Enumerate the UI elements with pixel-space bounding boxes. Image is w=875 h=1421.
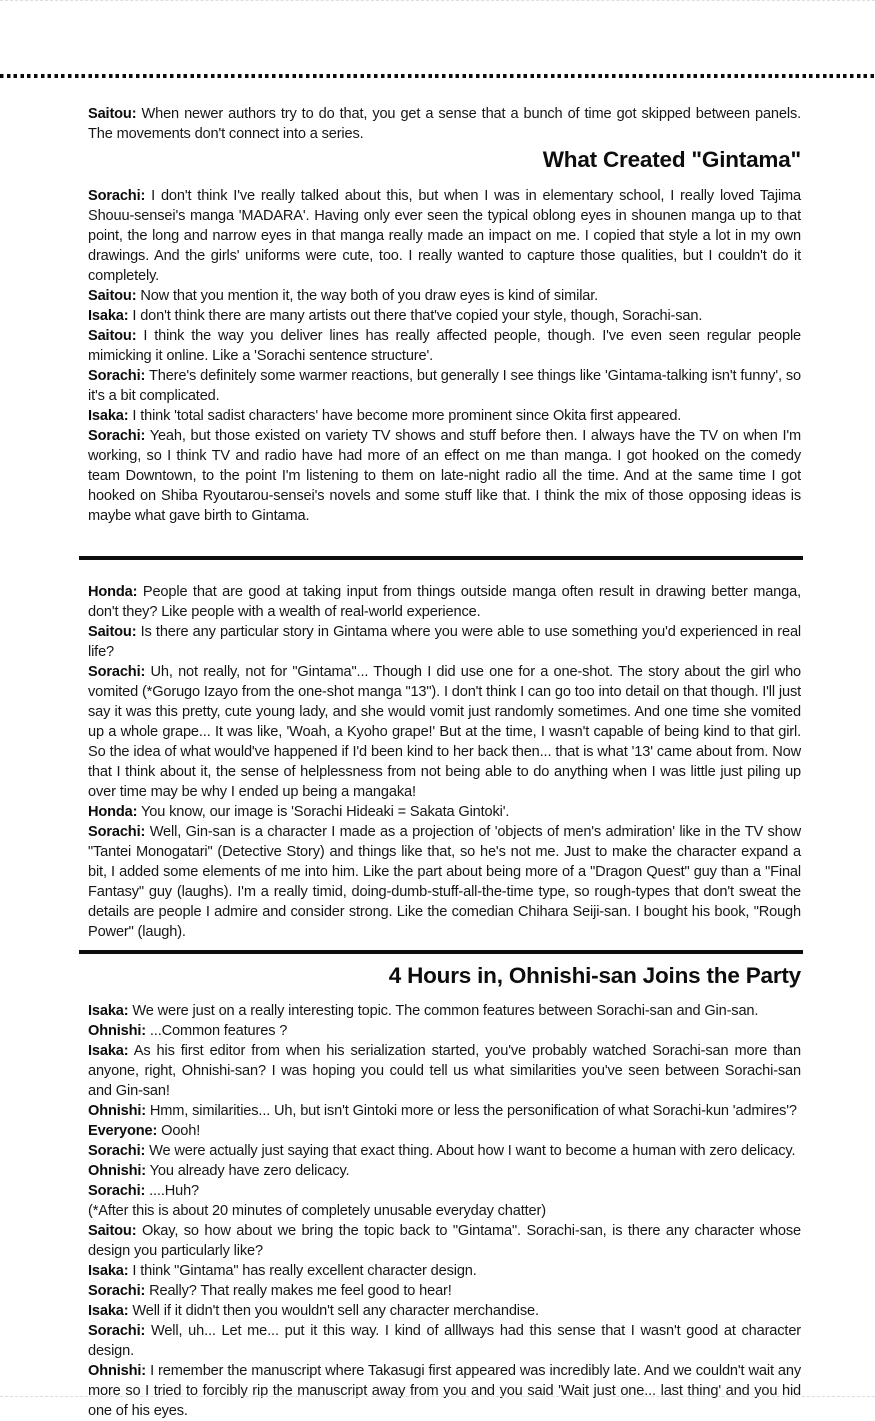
dialogue-text: I remember the manuscript where Takasugi first appeared was incredibly late. And we couldn't wait any more so I tried to forcibly rip the manuscript away from you and you said 'Wait just one... last thing' and you hid one of his eyes. xyxy=(88,1363,801,1419)
dialogue-text: We were just on a really interesting topic. The common features between Sorachi-san and Gin-san. xyxy=(132,1003,759,1019)
speaker-name: Ohnishi: xyxy=(88,1363,146,1379)
dialogue-text: You already have zero delicacy. xyxy=(149,1163,350,1179)
dialogue-line xyxy=(88,406,801,426)
speaker-name: Isaka: xyxy=(88,308,129,324)
dialogue-line xyxy=(88,326,801,366)
speaker-name: Sorachi: xyxy=(88,824,146,840)
dialogue-line xyxy=(88,582,801,622)
dialogue-line xyxy=(88,1101,801,1121)
dialogue-line xyxy=(88,306,801,326)
speaker-name: Honda: xyxy=(88,584,138,600)
dialogue-line xyxy=(88,186,801,286)
section-heading: What Created "Gintama" xyxy=(542,147,801,172)
dialogue-line xyxy=(88,1121,801,1141)
transcript-content xyxy=(88,104,801,1421)
dialogue-line xyxy=(88,1321,801,1361)
dialogue-line xyxy=(88,822,801,942)
dialogue-text: Oooh! xyxy=(161,1123,201,1139)
speaker-name: Sorachi: xyxy=(88,1283,146,1299)
dialogue-line xyxy=(88,1261,801,1281)
dialogue-text: I think "Gintama" has really excellent character design. xyxy=(132,1263,477,1279)
section-divider xyxy=(79,950,803,954)
dialogue-line xyxy=(88,1041,801,1101)
dialogue-text: Really? That really makes me feel good to hear! xyxy=(149,1283,452,1299)
section-heading: 4 Hours in, Ohnishi-san Joins the Party xyxy=(388,963,801,988)
page-bottom-edge-divider xyxy=(0,1396,875,1397)
dialogue-text: Hmm, similarities... Uh, but isn't Gintoki more or less the personification of what Sorachi-kun 'admires'? xyxy=(149,1103,797,1119)
speaker-name: Saitou: xyxy=(88,288,137,304)
dialogue-text: We were actually just saying that exact thing. About how I want to become a human with zero delicacy. xyxy=(149,1143,796,1159)
dialogue-text: As his first editor from when his serialization started, you've probably watched Sorachi-san more than anyone, right, Ohnishi-san? I was hoping you could tell us what similarities you've seen between Sorachi-san and Gin-san! xyxy=(88,1043,801,1099)
dialogue-line xyxy=(88,366,801,406)
dialogue-line xyxy=(88,622,801,662)
dialogue-block xyxy=(88,104,801,144)
dialogue-text: I don't think I've really talked about this, but when I was in elementary school, I really loved Tajima Shouu-sensei's manga 'MADARA'. Having only ever seen the typical oblong eyes in shounen manga up to that point, the long and narrow eyes in that manga really made an impact on me. I copied that style a lot in my own drawings. And the girls' uniforms were cute, too. I really wanted to capture those qualities, but I couldn't do it completely. xyxy=(88,188,802,284)
speaker-name: Isaka: xyxy=(88,1303,129,1319)
speaker-name: Honda: xyxy=(88,804,138,820)
dialogue-text: Well, Gin-san is a character I made as a projection of 'objects of men's admiration' like in the TV show "Tantei Monogatari" (Detective Story) and things like that, so he's not me. Just to make the character expand a bit, I added some elements of me into him. Like the part about being more of a "Dragon Quest" guy than a "Final Fantasy" guy (laughs). I'm a really timid, doing-dumb-stuff-all-the-time type, so rough-types that don't sweat the details are people I admire and consider strong. Like the comedian Chihara Seiji-san. I bought his book, "Rough Power" (laugh). xyxy=(88,824,801,940)
dialogue-text: People that are good at taking input from things outside manga often result in drawing better manga, don't they? Like people with a wealth of real-world experience. xyxy=(88,584,801,620)
speaker-name: Sorachi: xyxy=(88,1143,146,1159)
dialogue-line xyxy=(88,1361,801,1421)
speaker-name: Isaka: xyxy=(88,1003,129,1019)
dialogue-text: Well, uh... Let me... put it this way. I kind of alllways had this sense that I wasn't good at character design. xyxy=(88,1323,801,1359)
speaker-name: Saitou: xyxy=(88,106,137,122)
dialogue-line xyxy=(88,662,801,802)
speaker-name: Isaka: xyxy=(88,1263,129,1279)
dialogue-line xyxy=(88,286,801,306)
speaker-name: Ohnishi: xyxy=(88,1023,146,1039)
dialogue-text: Okay, so how about we bring the topic back to "Gintama". Sorachi-san, is there any character whose design you particularly like? xyxy=(88,1223,802,1259)
dialogue-text: There's definitely some warmer reactions, but generally I see things like 'Gintama-talking isn't funny', so it's a bit complicated. xyxy=(88,368,801,404)
dialogue-block xyxy=(88,186,801,526)
speaker-name: Sorachi: xyxy=(88,188,146,204)
speaker-name: Sorachi: xyxy=(88,664,146,680)
dotted-separator-rule xyxy=(0,74,875,78)
dialogue-text: Uh, not really, not for "Gintama"... Though I did use one for a one-shot. The story about the girl who vomited (*Gorugo Izayo from the one-shot manga "13"). I don't think I can go too into detail on that though. I'll just say it was this pretty, cute young lady, and she would vomit just randomly sometimes. And one time she vomited up a whole grape... It was like, 'Woah, a Kyoho grape!' But at the time, I wasn't capable of being kind to that girl. So the idea of what would've happened if I'd been kind to her back then... that is what '13' came about from. Now that I think about it, the sense of helplessness from not being able to do anything when I was little just piling up over time may be why I ended up being a mangaka! xyxy=(88,664,801,800)
dialogue-line xyxy=(88,1201,801,1221)
dialogue-line xyxy=(88,1281,801,1301)
dialogue-line xyxy=(88,1141,801,1161)
speaker-name: Sorachi: xyxy=(88,1183,146,1199)
dialogue-text: (*After this is about 20 minutes of completely unusable everyday chatter) xyxy=(88,1203,546,1219)
dialogue-text: I think the way you deliver lines has really affected people, though. I've even seen regular people mimicking it online. Like a 'Sorachi sentence structure'. xyxy=(88,328,802,364)
speaker-name: Saitou: xyxy=(88,328,137,344)
speaker-name: Ohnishi: xyxy=(88,1163,146,1179)
dialogue-line xyxy=(88,1021,801,1041)
dialogue-line xyxy=(88,1301,801,1321)
dialogue-block xyxy=(88,1001,801,1421)
dialogue-line xyxy=(88,802,801,822)
speaker-name: Saitou: xyxy=(88,624,137,640)
speaker-name: Sorachi: xyxy=(88,1323,146,1339)
dialogue-line xyxy=(88,1161,801,1181)
speaker-name: Sorachi: xyxy=(88,368,146,384)
dialogue-block xyxy=(88,582,801,942)
page-top-edge-divider xyxy=(0,0,875,1)
speaker-name: Isaka: xyxy=(88,408,129,424)
dialogue-text: ....Huh? xyxy=(149,1183,200,1199)
dialogue-text: ...Common features ? xyxy=(149,1023,288,1039)
dialogue-text: I think 'total sadist characters' have become more prominent since Okita first appeared. xyxy=(132,408,682,424)
dialogue-text: Yeah, but those existed on variety TV shows and stuff before then. I always have the TV on when I'm working, so I think TV and radio have had more of an effect on me than manga. I got hooked on the comedy team Downtown, to the point I'm listening to them on late-night radio all the time. And at the same time I got hooked on Shiba Ryoutarou-sensei's novels and some stuff like that. I think the mix of those opposing ideas is maybe what gave birth to Gintama. xyxy=(88,428,801,524)
dialogue-line xyxy=(88,1221,801,1261)
speaker-name: Ohnishi: xyxy=(88,1103,146,1119)
speaker-name: Saitou: xyxy=(88,1223,137,1239)
dialogue-text: Well if it didn't then you wouldn't sell any character merchandise. xyxy=(132,1303,539,1319)
speaker-name: Isaka: xyxy=(88,1043,129,1059)
dialogue-text: You know, our image is 'Sorachi Hideaki = Sakata Gintoki'. xyxy=(141,804,510,820)
dialogue-line xyxy=(88,1001,801,1021)
dialogue-text: I don't think there are many artists out there that've copied your style, though, Sorachi-san. xyxy=(132,308,703,324)
dialogue-line xyxy=(88,104,801,144)
dialogue-text: Is there any particular story in Gintama where you were able to use something you'd experienced in real life? xyxy=(88,624,802,660)
speaker-name: Everyone: xyxy=(88,1123,158,1139)
dialogue-text: Now that you mention it, the way both of you draw eyes is kind of similar. xyxy=(140,288,599,304)
speaker-name: Sorachi: xyxy=(88,428,146,444)
section-divider xyxy=(79,556,803,560)
dialogue-text: When newer authors try to do that, you get a sense that a bunch of time got skipped between panels. The movements don't connect into a series. xyxy=(88,106,801,142)
dialogue-line xyxy=(88,1181,801,1201)
dialogue-line xyxy=(88,426,801,526)
